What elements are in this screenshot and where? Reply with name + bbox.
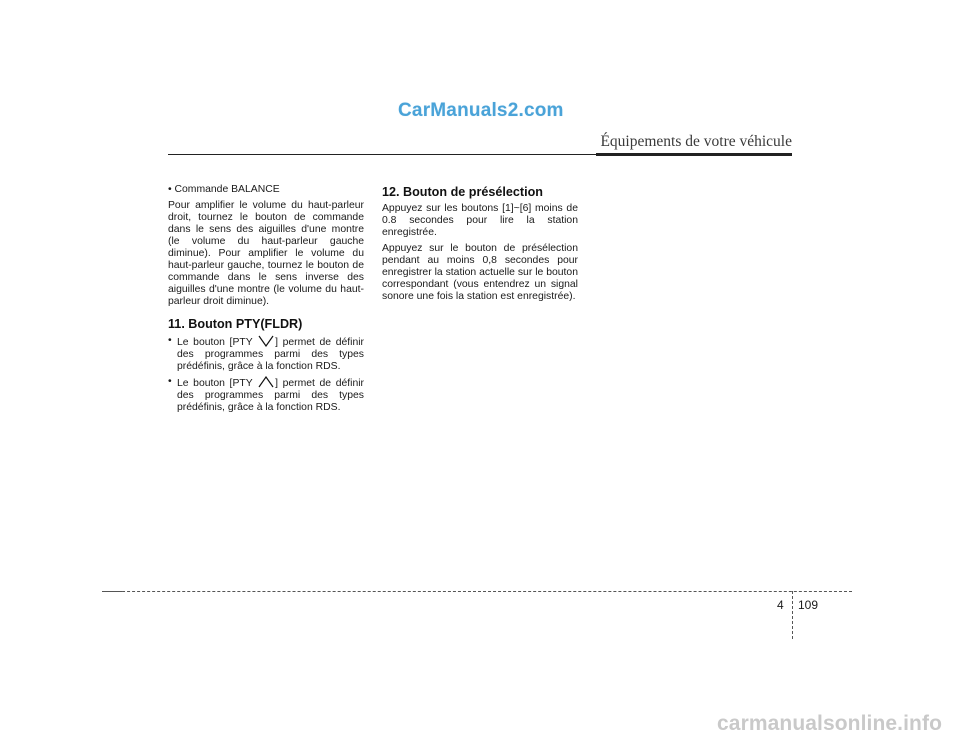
header-divider-accent [596,153,792,156]
balance-paragraph: Pour amplifier le volume du haut-parleur droit, tournez le bouton de commande dans le sens des aiguilles d'une montre (le volume du haut-parleur gauche diminue). Pour amplifier le volume du haut-parleur gauche, tournez le bouton de commande dans le sens inverse des aiguilles d'une montre (le volume du haut-parleur droit diminue). [168,200,364,307]
bullet-dot: • [168,335,172,346]
chevron-up-icon [257,376,275,388]
chapter-number: 4 [777,598,784,612]
list-item-post: ] permet de définir des programmes parmi des types prédéfinis, grâce à la fonction RDS. [177,337,364,372]
preset-paragraph-1: Appuyez sur les boutons [1]~[6] moins de 0.8 secondes pour lire la station enregistrée. [382,203,578,238]
preset-heading: 12. Bouton de présélection [382,185,543,199]
list-item [168,335,364,373]
list-item-post: ] permet de définir des programmes parmi des types prédéfinis, grâce à la fonction RDS. [177,378,364,413]
list-item [168,376,364,414]
footer-divider [102,591,852,592]
pty-heading: 11. Bouton PTY(FLDR) [168,317,303,331]
middle-column [382,184,578,307]
watermark-logo-top: CarManuals2.com [398,100,564,121]
bullet-dot: • [168,376,172,387]
left-column [168,184,364,417]
page-number-divider [792,591,793,639]
footer-divider-start [102,591,122,592]
balance-bullet: • Commande BALANCE [168,184,280,195]
preset-paragraph-2: Appuyez sur le bouton de présélection pendant au moins 0,8 secondes pour enregistrer la station actuelle sur le bouton correspondant (vous entendrez un signal sonore une fois la station est enregistrée). [382,243,578,302]
list-item-pre: Le bouton [PTY [177,337,258,348]
page-number: 109 [798,598,819,612]
watermark-logo-bottom: carmanualsonline.info [717,712,942,735]
list-item-pre: Le bouton [PTY [177,378,258,389]
section-title: Équipements de votre véhicule [600,133,792,150]
chevron-down-icon [257,335,275,347]
